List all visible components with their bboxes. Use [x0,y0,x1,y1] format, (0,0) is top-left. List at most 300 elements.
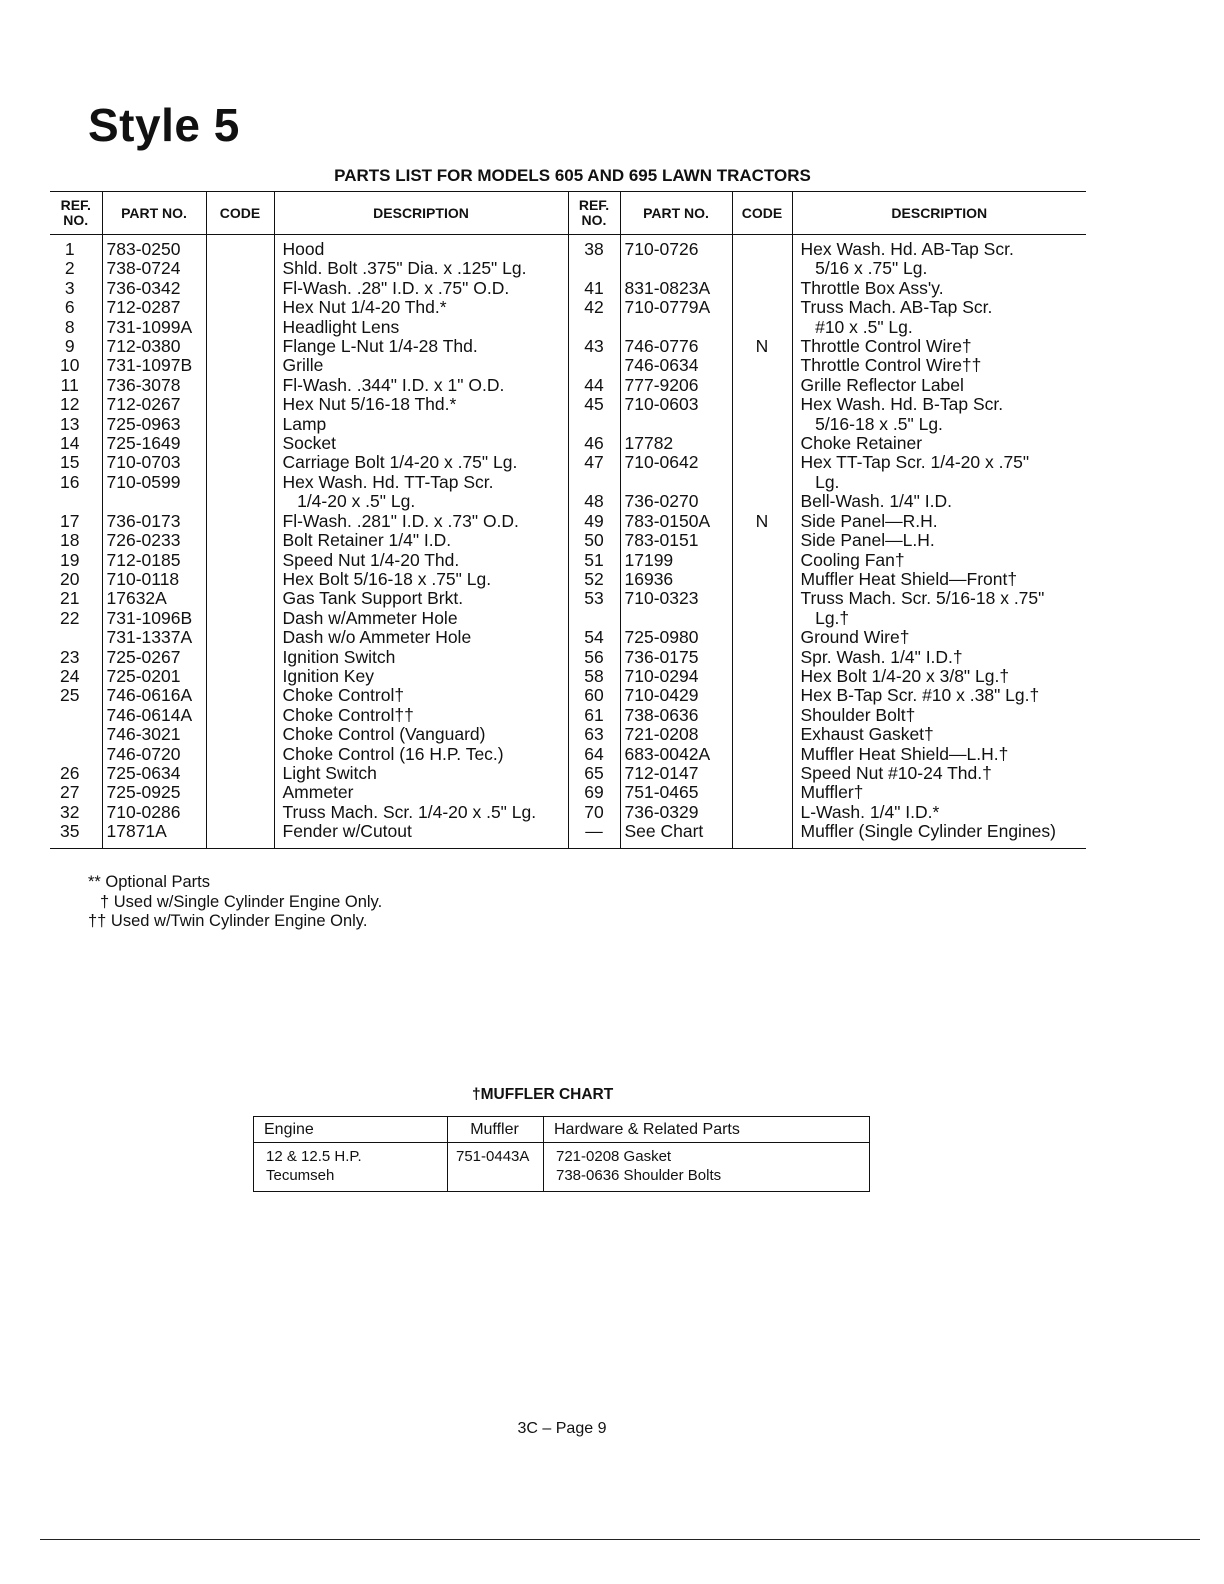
code-cell [206,648,274,667]
header-ref-no: REF. NO. [568,192,620,235]
code-cell [206,337,274,356]
part-no-cell: 736-0173 [102,512,206,531]
part-no-cell: 710-0642 [620,453,732,472]
engine-line: Tecumseh [266,1167,335,1184]
part-no-cell: 783-0250 [102,235,206,260]
description-cell: Bell-Wash. 1/4" I.D. [792,492,1086,511]
description-cell: Shoulder Bolt† [792,706,1086,725]
description-cell: Throttle Box Ass'y. [792,279,1086,298]
part-no-cell: 712-0267 [102,395,206,414]
table-row [50,259,1086,278]
code-cell [206,434,274,453]
description-cell: Ignition Key [274,667,568,686]
code-cell [732,415,792,434]
table-row [50,453,1086,472]
part-no-cell: 712-0185 [102,551,206,570]
description-cell: Hex B-Tap Scr. #10 x .38" Lg.† [792,686,1086,705]
table-row [50,415,1086,434]
table-row [50,822,1086,848]
part-no-cell [620,609,732,628]
table-row [50,628,1086,647]
part-no-cell: 746-3021 [102,725,206,744]
table-row [50,356,1086,375]
part-no-cell: 725-0963 [102,415,206,434]
ref-no-cell: 2 [64,259,75,279]
code-cell [732,667,792,686]
code-cell [206,686,274,705]
table-row [50,803,1086,822]
code-cell [732,376,792,395]
part-no-cell: 17632A [102,589,206,608]
table-row [50,783,1086,802]
ref-no-cell: 19 [60,550,80,570]
description-cell: Hex Wash. Hd. TT-Tap Scr. [274,473,568,492]
ref-no-cell: 69 [568,783,620,802]
description-cell: Carriage Bolt 1/4-20 x .75" Lg. [274,453,568,472]
description-cell: Dash w/Ammeter Hole [274,609,568,628]
description-cell: Socket [274,434,568,453]
table-row [50,492,1086,511]
muffler-engine-cell [254,1143,448,1192]
muffler-chart-header [254,1117,870,1143]
ref-no-cell: 65 [568,764,620,783]
part-no-cell: 712-0287 [102,298,206,317]
table-row [50,512,1086,531]
code-cell [732,356,792,375]
description-cell: 5/16-18 x .5" Lg. [792,415,1086,434]
part-no-cell: 725-0267 [102,648,206,667]
ref-no-cell: 63 [568,725,620,744]
ref-no-cell: 35 [60,822,80,842]
ref-no-cell: 27 [60,783,80,803]
ref-no-cell: — [568,822,620,848]
ref-no-cell: 24 [60,666,80,686]
footnotes [88,873,382,932]
table-row [50,725,1086,744]
muffler-header-muffler: Muffler [448,1117,544,1143]
code-cell [206,783,274,802]
table-row [50,279,1086,298]
code-cell [732,473,792,492]
ref-no-cell: 10 [60,356,80,376]
part-no-cell: 17199 [620,551,732,570]
ref-no-cell: 43 [568,337,620,356]
part-no-cell: 725-0925 [102,783,206,802]
ref-no-cell [568,318,620,337]
table-row [50,531,1086,550]
ref-no-cell: 18 [60,531,80,551]
ref-no-cell: 60 [568,686,620,705]
code-cell [206,628,274,647]
table-row [50,570,1086,589]
part-no-cell: See Chart [620,822,732,848]
ref-no-cell: 46 [568,434,620,453]
description-cell: Fl-Wash. .281" I.D. x .73" O.D. [274,512,568,531]
part-no-cell: 710-0779A [620,298,732,317]
code-cell [206,235,274,260]
description-cell: Speed Nut #10-24 Thd.† [792,764,1086,783]
parts-list-table [50,191,1086,849]
muffler-chart-title: †MUFFLER CHART [472,1086,614,1103]
description-cell: Throttle Control Wire† [792,337,1086,356]
code-cell [206,803,274,822]
part-no-cell: 736-3078 [102,376,206,395]
header-part-no: PART NO. [620,192,732,235]
code-cell [206,822,274,848]
table-row [50,318,1086,337]
part-no-cell: 683-0042A [620,745,732,764]
code-cell [206,356,274,375]
part-no-cell: 746-0634 [620,356,732,375]
ref-no-cell [568,415,620,434]
description-cell: Ignition Switch [274,648,568,667]
description-cell: Dash w/o Ammeter Hole [274,628,568,647]
description-cell: Lg. [792,473,1086,492]
description-cell: Lamp [274,415,568,434]
code-cell [732,783,792,802]
part-no-cell [620,473,732,492]
ref-no-cell: 21 [60,589,80,609]
description-cell: Muffler Heat Shield—L.H.† [792,745,1086,764]
description-cell: Shld. Bolt .375" Dia. x .125" Lg. [274,259,568,278]
table-row [50,686,1086,705]
description-cell: Muffler Heat Shield—Front† [792,570,1086,589]
header-description: DESCRIPTION [792,192,1086,235]
ref-no-cell: 41 [568,279,620,298]
description-cell: Hex Bolt 1/4-20 x 3/8" Lg.† [792,667,1086,686]
ref-no-cell: 17 [60,511,80,531]
part-no-cell [102,492,206,511]
code-cell [732,822,792,848]
part-no-cell [620,318,732,337]
part-no-cell: 746-0720 [102,745,206,764]
code-cell [206,551,274,570]
part-no-cell: 16936 [620,570,732,589]
ref-no-cell [50,725,102,744]
code-cell [206,745,274,764]
ref-no-cell: 61 [568,706,620,725]
ref-no-cell: 9 [64,337,75,357]
table-row [50,376,1086,395]
part-no-cell: 738-0724 [102,259,206,278]
code-cell [206,453,274,472]
table-row [50,706,1086,725]
description-cell: Speed Nut 1/4-20 Thd. [274,551,568,570]
part-no-cell: 731-1096B [102,609,206,628]
part-no-cell: 710-0599 [102,473,206,492]
description-cell: Cooling Fan† [792,551,1086,570]
muffler-part-cell: 751-0443A [448,1143,544,1192]
header-part-no: PART NO. [102,192,206,235]
code-cell [206,764,274,783]
code-cell [732,764,792,783]
code-cell [206,667,274,686]
part-no-cell: 736-0329 [620,803,732,822]
ref-no-cell: 20 [60,569,80,589]
ref-no-cell [568,609,620,628]
description-cell: Fl-Wash. .28" I.D. x .75" O.D. [274,279,568,298]
description-cell: Light Switch [274,764,568,783]
description-cell: Ammeter [274,783,568,802]
code-cell [732,648,792,667]
ref-no-cell: 42 [568,298,620,317]
hardware-line: 738-0636 Shoulder Bolts [556,1167,722,1184]
description-cell: Hex Nut 5/16-18 Thd.* [274,395,568,414]
code-cell: N [732,512,792,531]
ref-no-cell [50,706,102,725]
description-cell: Hex Bolt 5/16-18 x .75" Lg. [274,570,568,589]
ref-no-cell: 58 [568,667,620,686]
description-cell: 1/4-20 x .5" Lg. [274,492,568,511]
code-cell [206,609,274,628]
code-cell [206,492,274,511]
code-cell [732,395,792,414]
ref-no-cell: 48 [568,492,620,511]
footnote-optional: ** Optional Parts [88,873,210,891]
code-cell [206,298,274,317]
ref-no-cell: 12 [60,395,80,415]
part-no-cell [620,259,732,278]
part-no-cell: 721-0208 [620,725,732,744]
ref-no-cell: 45 [568,395,620,414]
code-cell [732,589,792,608]
ref-no-cell: 51 [568,551,620,570]
description-cell: Flange L-Nut 1/4-28 Thd. [274,337,568,356]
description-cell: Lg.† [792,609,1086,628]
ref-no-cell [568,259,620,278]
code-cell [206,318,274,337]
description-cell: Bolt Retainer 1/4" I.D. [274,531,568,550]
header-code: CODE [732,192,792,235]
table-row [50,609,1086,628]
part-no-cell: 710-0118 [102,570,206,589]
description-cell: Hex TT-Tap Scr. 1/4-20 x .75" [792,453,1086,472]
bottom-rule [40,1539,1200,1540]
code-cell [206,706,274,725]
hardware-line: 721-0208 Gasket [556,1148,672,1165]
ref-no-cell: 23 [60,647,80,667]
table-row [50,434,1086,453]
part-no-cell: 725-1649 [102,434,206,453]
description-cell: Choke Control (Vanguard) [274,725,568,744]
description-cell: Headlight Lens [274,318,568,337]
description-cell: Muffler† [792,783,1086,802]
description-cell: #10 x .5" Lg. [792,318,1086,337]
part-no-cell: 17782 [620,434,732,453]
table-row [50,298,1086,317]
code-cell [732,609,792,628]
description-cell: Fl-Wash. .344" I.D. x 1" O.D. [274,376,568,395]
table-row [50,648,1086,667]
description-cell: Truss Mach. AB-Tap Scr. [792,298,1086,317]
part-no-cell: 710-0286 [102,803,206,822]
ref-no-cell: 50 [568,531,620,550]
part-no-cell: 726-0233 [102,531,206,550]
description-cell: Hex Wash. Hd. B-Tap Scr. [792,395,1086,414]
page-number: 3C – Page 9 [517,1420,607,1437]
description-cell: Exhaust Gasket† [792,725,1086,744]
footnote-single-cylinder: † Used w/Single Cylinder Engine Only. [100,892,383,911]
ref-no-cell: 8 [64,317,75,337]
ref-no-cell: 32 [60,802,80,822]
muffler-header-engine: Engine [254,1117,448,1143]
ref-no-cell [568,473,620,492]
description-cell: 5/16 x .75" Lg. [792,259,1086,278]
table-row [50,235,1086,260]
description-cell: Muffler (Single Cylinder Engines) [792,822,1086,848]
ref-no-cell: 16 [60,472,80,492]
engine-line: 12 & 12.5 H.P. [266,1148,362,1165]
part-no-cell: 746-0614A [102,706,206,725]
part-no-cell: 725-0634 [102,764,206,783]
description-cell: Grille Reflector Label [792,376,1086,395]
description-cell: Ground Wire† [792,628,1086,647]
part-no-cell: 751-0465 [620,783,732,802]
code-cell [732,492,792,511]
part-no-cell: 710-0323 [620,589,732,608]
code-cell [206,415,274,434]
ref-no-cell [50,492,102,511]
description-cell: Choke Retainer [792,434,1086,453]
footnote-twin-cylinder: †† Used w/Twin Cylinder Engine Only. [88,912,368,930]
code-cell [206,531,274,550]
muffler-chart-table [253,1116,870,1192]
ref-no-cell: 3 [64,278,75,298]
part-no-cell: 731-1337A [102,628,206,647]
description-cell: Choke Control†† [274,706,568,725]
description-cell: Hex Wash. Hd. AB-Tap Scr. [792,235,1086,260]
part-no-cell: 725-0980 [620,628,732,647]
muffler-header-hardware: Hardware & Related Parts [544,1117,870,1143]
ref-no-cell: 1 [64,239,75,259]
ref-no-cell: 38 [568,235,620,260]
description-cell: Side Panel—R.H. [792,512,1086,531]
muffler-chart-row [254,1143,870,1192]
description-cell: Hex Nut 1/4-20 Thd.* [274,298,568,317]
parts-table-body [50,235,1086,849]
page-heading: Style 5 [88,99,240,151]
description-cell: L-Wash. 1/4" I.D.* [792,803,1086,822]
code-cell: N [732,337,792,356]
part-no-cell: 746-0616A [102,686,206,705]
ref-no-cell [50,745,102,764]
code-cell [732,434,792,453]
description-cell: Truss Mach. Scr. 5/16-18 x .75" [792,589,1086,608]
parts-list-title: PARTS LIST FOR MODELS 605 AND 695 LAWN TRACTORS [334,166,811,185]
header-description: DESCRIPTION [274,192,568,235]
description-cell: Fender w/Cutout [274,822,568,848]
ref-no-cell: 14 [60,434,80,454]
header-ref-no: REF. NO. [50,192,102,235]
table-row [50,667,1086,686]
ref-no-cell: 6 [64,298,75,318]
ref-no-cell: 26 [60,763,80,783]
code-cell [206,259,274,278]
part-no-cell: 710-0703 [102,453,206,472]
table-row [50,551,1086,570]
ref-no-cell: 56 [568,648,620,667]
ref-no-cell: 53 [568,589,620,608]
code-cell [732,745,792,764]
ref-no-cell: 54 [568,628,620,647]
ref-no-cell: 52 [568,570,620,589]
code-cell [732,725,792,744]
part-no-cell: 710-0294 [620,667,732,686]
part-no-cell: 783-0150A [620,512,732,531]
code-cell [206,279,274,298]
part-no-cell: 746-0776 [620,337,732,356]
code-cell [732,551,792,570]
ref-no-cell [568,356,620,375]
description-cell: Truss Mach. Scr. 1/4-20 x .5" Lg. [274,803,568,822]
description-cell: Choke Control (16 H.P. Tec.) [274,745,568,764]
ref-no-cell: 25 [60,686,80,706]
ref-no-cell [50,628,102,647]
description-cell: Side Panel—L.H. [792,531,1086,550]
ref-no-cell: 64 [568,745,620,764]
table-row [50,473,1086,492]
code-cell [732,706,792,725]
part-no-cell: 831-0823A [620,279,732,298]
part-no-cell: 712-0147 [620,764,732,783]
table-row [50,337,1086,356]
code-cell [206,395,274,414]
code-cell [206,473,274,492]
code-cell [206,570,274,589]
header-code: CODE [206,192,274,235]
code-cell [206,725,274,744]
part-no-cell: 712-0380 [102,337,206,356]
code-cell [732,531,792,550]
ref-no-cell: 49 [568,512,620,531]
part-no-cell: 710-0726 [620,235,732,260]
table-row [50,589,1086,608]
part-no-cell: 710-0429 [620,686,732,705]
description-cell: Throttle Control Wire†† [792,356,1086,375]
code-cell [732,298,792,317]
code-cell [206,376,274,395]
code-cell [732,803,792,822]
part-no-cell: 738-0636 [620,706,732,725]
parts-table-header [50,192,1086,235]
table-row [50,395,1086,414]
description-cell: Gas Tank Support Brkt. [274,589,568,608]
part-no-cell: 731-1097B [102,356,206,375]
part-no-cell [620,415,732,434]
ref-no-cell: 47 [568,453,620,472]
part-no-cell: 725-0201 [102,667,206,686]
code-cell [206,512,274,531]
description-cell: Grille [274,356,568,375]
description-cell: Choke Control† [274,686,568,705]
part-no-cell: 783-0151 [620,531,732,550]
part-no-cell: 736-0342 [102,279,206,298]
code-cell [732,686,792,705]
code-cell [732,235,792,260]
part-no-cell: 736-0270 [620,492,732,511]
part-no-cell: 736-0175 [620,648,732,667]
muffler-hardware-cell [544,1143,870,1192]
code-cell [732,279,792,298]
code-cell [732,628,792,647]
code-cell [206,589,274,608]
code-cell [732,453,792,472]
table-row [50,745,1086,764]
ref-no-cell: 11 [60,375,79,395]
code-cell [732,318,792,337]
ref-no-cell: 22 [60,608,80,628]
part-no-cell: 777-9206 [620,376,732,395]
